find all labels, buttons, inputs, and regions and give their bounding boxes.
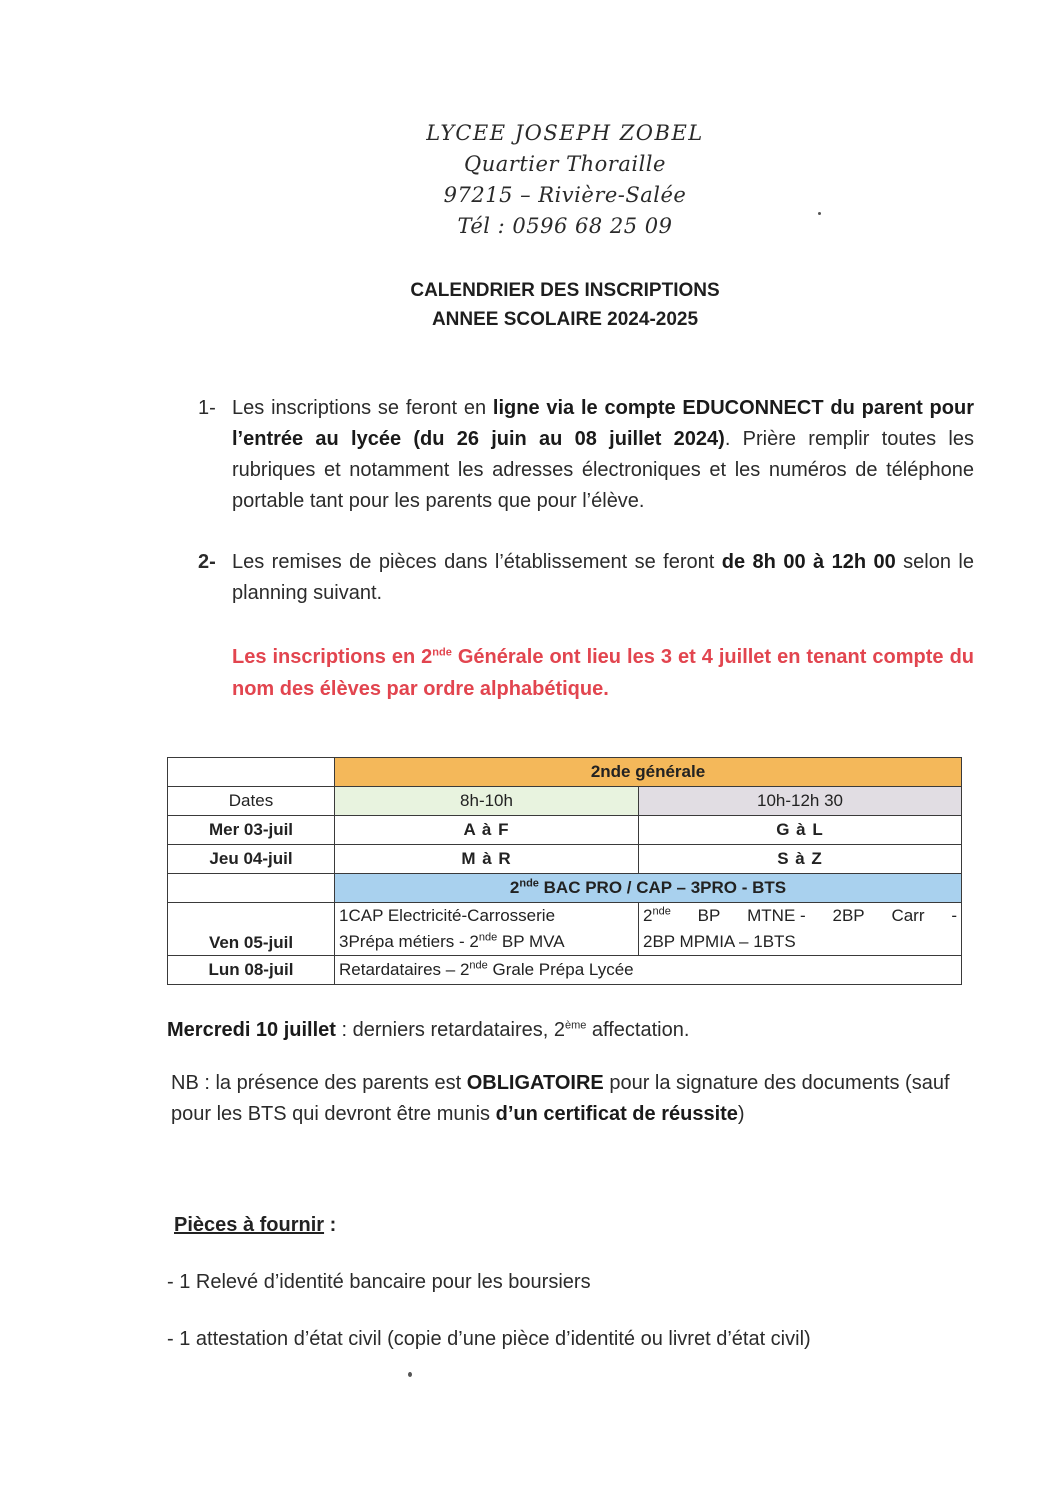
superscript: ème xyxy=(564,1019,587,1032)
text-run: Grale Prépa Lycée xyxy=(487,960,634,979)
text-run: Les inscriptions se feront en xyxy=(232,397,493,419)
table-cell: S à Z xyxy=(639,845,962,874)
text-run: - xyxy=(951,906,957,925)
table-row xyxy=(168,787,962,816)
date-cell: Lun 08-juil xyxy=(168,956,335,985)
text-run xyxy=(643,903,671,929)
documents-heading xyxy=(174,1214,336,1237)
superscript: nde xyxy=(432,646,452,659)
table-cell: M à R xyxy=(335,845,639,874)
date-cell: Ven 05-juil xyxy=(168,903,335,956)
text-run: Générale ont lieu les 3 et 4 juillet en tenant compte du nom des élèves par ordre alphabétique. xyxy=(232,646,974,700)
group-header-bac-pro xyxy=(335,874,962,903)
bold-run: d’un certificat de réussite xyxy=(495,1103,738,1125)
text-run: BAC PRO / CAP – 3PRO - BTS xyxy=(538,878,787,897)
cell-line: 2BP MPMIA – 1BTS xyxy=(643,932,796,951)
table-row xyxy=(168,956,962,985)
text-run: Carr xyxy=(891,906,925,925)
nb-note xyxy=(167,1068,979,1130)
document-item: - 1 Relevé d’identité bancaire pour les boursiers xyxy=(167,1271,591,1293)
title-line-2: ANNEE SCOLAIRE 2024-2025 xyxy=(431,309,699,330)
table-row xyxy=(168,758,962,787)
date-cell: Jeu 04-juil xyxy=(168,845,335,874)
table-cell xyxy=(335,903,639,956)
table-row xyxy=(168,874,962,903)
bold-run: Mercredi 10 juillet xyxy=(167,1019,336,1041)
instruction-1 xyxy=(198,393,974,517)
bold-run: ligne via le compte EDUCONNECT du parent pour l’entrée au lycée (du 26 juin au 08 juillet 2024) xyxy=(232,397,974,450)
school-name: LYCEE JOSEPH ZOBEL xyxy=(426,121,704,145)
superscript: nde xyxy=(469,959,488,972)
table-cell-empty xyxy=(168,874,335,903)
letterhead xyxy=(380,118,750,242)
text-run: 2 xyxy=(509,878,520,897)
scan-speck xyxy=(818,212,821,215)
text-run: Les inscriptions en 2 xyxy=(232,646,433,668)
table-cell: G à L xyxy=(639,816,962,845)
text-run: ) xyxy=(737,1103,745,1125)
table-cell xyxy=(639,903,962,956)
table-cell xyxy=(335,956,962,985)
cell-line: 1CAP Electricité-Carrosserie xyxy=(339,906,556,925)
text-run: 2 xyxy=(643,906,653,925)
cell-line xyxy=(643,903,957,929)
text-run: affectation. xyxy=(586,1019,690,1041)
text-run: pour la signature des documents (sauf pour les BTS qui devront être munis xyxy=(171,1072,950,1125)
late-registration-note xyxy=(167,1015,987,1046)
scan-speck xyxy=(408,1372,412,1377)
bold-run: OBLIGATOIRE xyxy=(466,1072,604,1094)
date-cell: Mer 03-juil xyxy=(168,816,335,845)
school-phone: Tél : 0596 68 25 09 xyxy=(457,214,673,238)
cell-line xyxy=(339,929,634,955)
group-header-2nde: 2nde générale xyxy=(335,758,962,787)
text-run: Retardataires – 2 xyxy=(339,960,470,979)
text-run: 3Prépa métiers - 2 xyxy=(339,932,479,951)
school-district: Quartier Thoraille xyxy=(464,152,666,176)
heading-text: Pièces à fournir xyxy=(174,1214,325,1236)
table-row xyxy=(168,816,962,845)
heading-colon: : xyxy=(324,1214,337,1236)
instruction-1-text xyxy=(232,393,974,517)
text-run: . Prière remplir toutes les rubriques et notamment les adresses électroniques et les numéros de téléphone portable tant pour les parents que pour l’élève. xyxy=(232,428,974,512)
document-item: - 1 attestation d’état civil (copie d’une pièce d’identité ou livret d’état civil) xyxy=(167,1328,811,1350)
text-run: BP xyxy=(697,906,721,925)
table-cell: A à F xyxy=(335,816,639,845)
bold-run: de 8h 00 à 12h 00 xyxy=(721,551,896,573)
alphabetical-notice xyxy=(232,641,974,705)
text-run: NB : la présence des parents est xyxy=(171,1072,467,1094)
instruction-2 xyxy=(198,547,974,611)
schedule-table xyxy=(167,757,962,985)
instruction-1-number: 1- xyxy=(198,397,216,419)
instruction-2-text xyxy=(232,547,974,609)
document-title xyxy=(300,276,830,334)
text-run: BP MVA xyxy=(497,932,565,951)
slot-header-2: 10h-12h 30 xyxy=(639,787,962,816)
table-cell-empty xyxy=(168,758,335,787)
table-row xyxy=(168,845,962,874)
dates-header: Dates xyxy=(168,787,335,816)
table-row xyxy=(168,903,962,956)
text-run: : derniers retardataires, 2 xyxy=(335,1019,565,1041)
superscript: nde xyxy=(478,931,498,944)
text-run: selon le planning suivant. xyxy=(232,551,974,604)
slot-header-1: 8h-10h xyxy=(335,787,639,816)
title-line-1: CALENDRIER DES INSCRIPTIONS xyxy=(410,280,720,301)
instruction-2-number: 2- xyxy=(198,551,216,573)
superscript: nde xyxy=(519,877,539,890)
text-run: Les remises de pièces dans l’établissement se feront xyxy=(232,551,722,573)
school-city: 97215 – Rivière-Salée xyxy=(443,183,687,207)
text-run: 2BP xyxy=(832,906,865,925)
superscript: nde xyxy=(652,905,671,918)
text-run: MTNE - xyxy=(747,906,806,925)
